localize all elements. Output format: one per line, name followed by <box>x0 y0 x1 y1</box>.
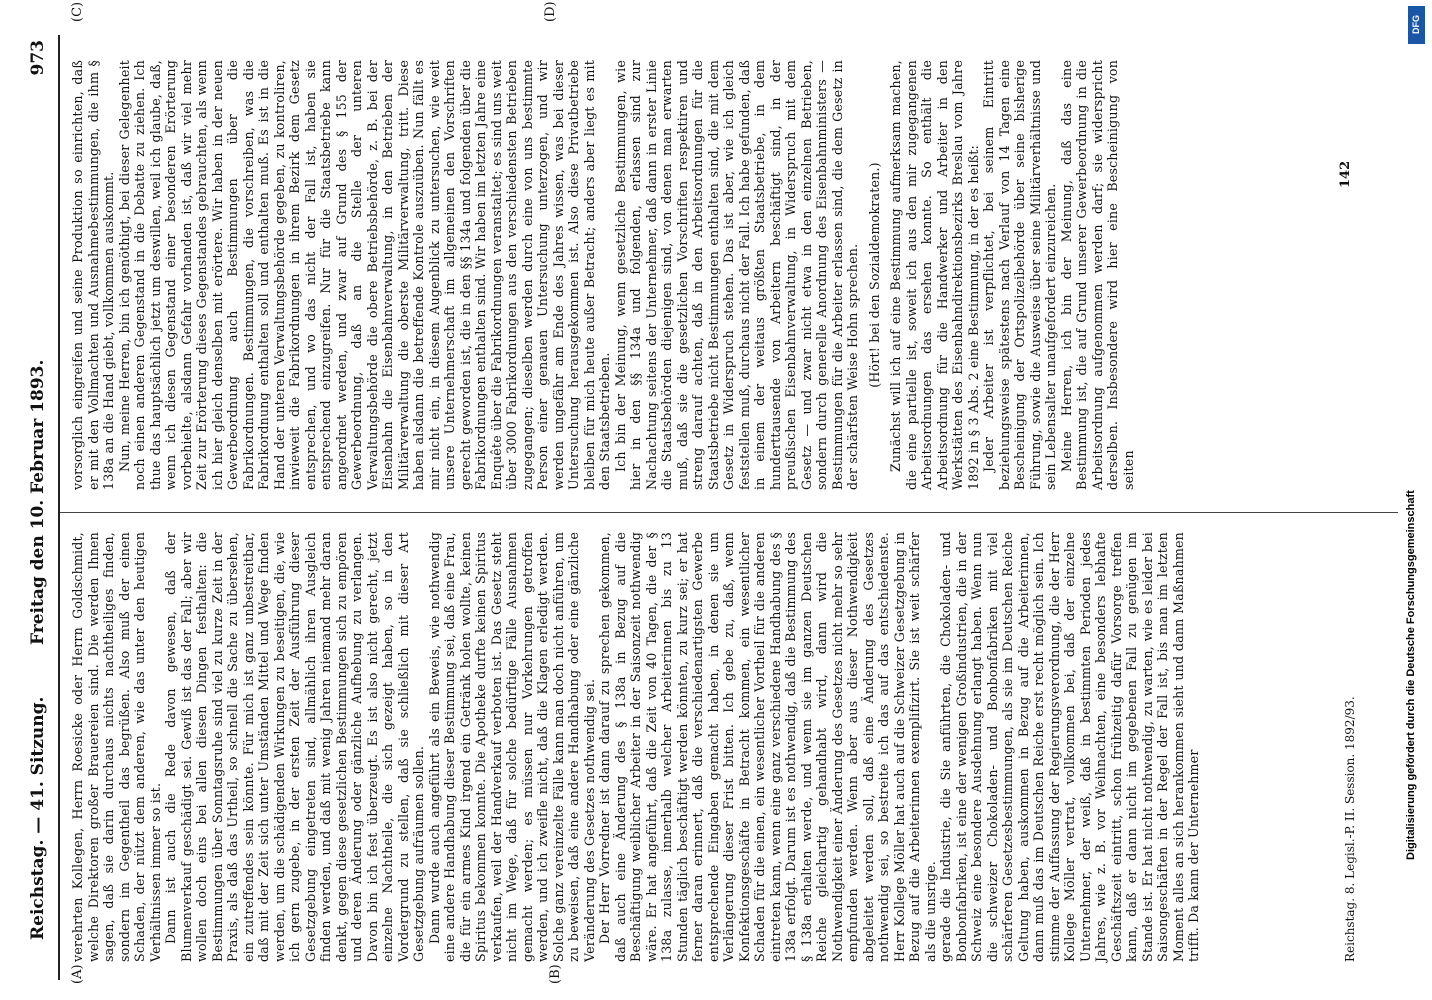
digitization-credit: Digitalisierung gefördert durch die Deutsche Forschungsgemeinschaft <box>1405 490 1417 860</box>
paragraph: Zunächst will ich auf eine Bestimmung aufmerksam machen, die eine partielle ist, soweit ich aus den mir zugegangenen Arbeitsordnungen das ersehen konnte. So enthält die Arbeitsordnung für die Handwerker und Arbeiter in den Werkstätten des Eisenbahndirektionsbezirks Breslau vom Jahre 1892 in § 3 Abs. 2 eine Bestimmung, in der es heißt: <box>888 60 981 490</box>
paragraph: Ich bin der Meinung, wenn gesetzliche Bestimmungen, wie hier in den §§ 134a und folgenden, erlassen sind zur Nachachtung seitens der Unternehmer, daß dann in erster Linie die Staatsbehörden diejenigen sind, von denen man erwarten muß, daß sie die gesetzlichen Vorschriften respektiren und streng darauf achten, daß in den Arbeitsordnungen für die Staatsbetriebe nicht Bestimmungen enthalten sind, die mit dem Gesetz in Widerspruch stehen. Das ist aber, wie ich gleich feststellen muß, durchaus nicht der Fall. Ich habe gefunden, daß in einem der weitaus größten Staatsbetriebe, in dem hunderttausende von Arbeitern beschäftigt sind, in der preußischen Eisenbahnverwaltung, in Widerspruch mit dem Gesetz — und zwar nicht etwa in den einzelnen Betrieben, sondern durch generelle Anordnung des Eisenbahnministers — Bestimmungen für die Arbeiter erlassen sind, die dem Gesetz in der schärfsten Weise Hohn sprechen. <box>612 60 860 490</box>
right-column <box>70 60 1136 490</box>
page-body <box>18 1 1413 984</box>
header-page-number: 973 <box>28 40 48 76</box>
paragraph: gerade die Industrie, die Sie anführten, die Chokoladen- und Bonbonfabriken, ist eine der wenigen Großindustrien, die in der Schweiz eine besondere Ausdehnung erlangt haben. Wenn nun die schweizer Chokoladen- und Bonbonfabriken mit viel schärferen Gesetzesbestimmungen, als sie im Deutschen Reiche Geltung haben, auskommen in Bezug auf die Arbeiterinnen, dann muß das im Deutschen Reiche erst recht möglich sein. Ich stimme der Auffassung der Regierungsverordnung, die der Herr Kollege Möller vertrat, vollkommen bei, daß der einzelne Unternehmer, der weiß, daß in bestimmten Perioden jedes Jahres, wie z. B. vor Weihnachten, eine besonders lebhafte Geschäftszeit eintritt, schon frühzeitig dafür Vorsorge treffen kann, daß er dann nicht im gegebenen Fall zu genügen im Stande ist. Er hat nicht nothwendig, zu warten, wie es leider bei Saisongeschäften in der Regel der Fall ist, bis man im letzten Moment alles an sich herankommen sieht und dann Maßnahmen trifft. Da kann der Unternehmer <box>938 532 1201 962</box>
paragraph: Dann ist auch die Rede davon gewesen, daß der Blumenverkauf geschädigt sei. Gewiß ist das der Fall; aber wir wollen doch eins bei allen diesen Dingen festhalten: die Bestimmungen über Sonntagsruhe sind viel zu kurze Zeit in der Praxis, als daß das Urtheil, so schnell die Sache zu übersehen, ein zutreffendes sein könnte. Für mich ist ganz unbestreitbar, daß mit der Zeit sich unter Umständen Mittel und Wege finden werden, um die schädigenden Wirkungen zu beseitigen, die, wie ich gern zugebe, in der ersten Zeit der Ausführung dieser Gesetzgebung eingetreten sind, allmählich ihren Ausgleich finden werden, und daß mit wenig Jahren niemand mehr daran denkt, gegen diese gesetzlichen Bestimmungen sich zu empören und deren Änderung oder gänzliche Aufhebung zu verlangen. Davon bin ich fest überzeugt. Es ist also nicht gerecht, jetzt einzelne Nachtheile, die sich gezeigt haben, so in den Vordergrund zu stellen, daß sie schließlich mit dieser Art Gesetzgebung aufräumen sollen. <box>163 532 426 962</box>
paragraph: vorsorglich eingreifen und seine Produktion so einrichten, daß er mit den Vollmachten und Ausnahmebestimmungen, die ihm § 138a an die Hand giebt, vollkommen auskommt. <box>70 60 116 490</box>
left-column <box>70 532 1202 962</box>
running-header <box>28 40 58 980</box>
header-left: Reichstag. — 41. Sitzung. <box>28 696 48 940</box>
header-date: Freitag den 10. Februar 1893. <box>28 359 48 645</box>
sheet-number: 142 <box>1338 160 1353 188</box>
paragraph: Der Herr Vorredner ist dann darauf zu sprechen gekommen, daß auch eine Änderung des § 138a in Bezug auf die Beschäftigung weiblicher Arbeiter in der Saisonzeit nothwendig wäre. Er hat angeführt, daß die Zeit von 40 Tagen, die der § 138a zulasse, innerhalb welcher Arbeiterinnen bis zu 13 Stunden täglich beschäftigt werden könnten, zu kurz sei; er hat ferner daran erinnert, daß die verschiedenartigsten Gewerbe entsprechende Eingaben gemacht haben, in denen sie um Verlängerung dieser Frist bitten. Ich gebe zu, daß, wenn Konfektionsgeschäfte in Betracht kommen, ein wesentlicher Schaden für die einen, ein wesentlicher Vortheil für die anderen eintreten kann, wenn eine ganz verschiedene Handhabung des § 138a erfolgt. Darum ist es nothwendig, daß die Bestimmung des § 138a erhalten werde, und wenn sie im ganzen Deutschen Reiche gleichartig gehandhabt wird, dann wird die Nothwendigkeit einer Änderung des Gesetzes nicht mehr so sehr empfunden werden. Wenn aber aus dieser Nothwendigkeit abgeleitet werden soll, daß eine Änderung des Gesetzes nothwendig sei, so bestreite ich das auf das entschiedenste. Herr Kollege Möller hat auch auf die Schweizer Gesetzgebung in Bezug auf die Arbeiterinnen exemplifizirt. Sie ist weit schärfer als die unsrige. <box>597 532 938 962</box>
quotation: Jeder Arbeiter ist verpflichtet, bei seinem Eintritt beziehungsweise spätestens nach Verlauf von 14 Tagen eine Bescheinigung der Ortspolizeibehörde über seine bisherige Führung, sowie die Ausweise über seine Militärverhältnisse und sein Lebensalter unaufgefordert einzureichen. <box>981 60 1058 490</box>
margin-mark-b: (B) <box>548 964 563 984</box>
header-rule <box>58 35 60 980</box>
margin-mark-c: (C) <box>70 1 85 22</box>
paragraph: Nun, meine Herren, bin ich genöthigt, bei dieser Gelegenheit noch einen anderen Gegenstand in die Debatte zu ziehen. Ich thue das hauptsächlich jetzt um deswillen, weil ich glaube, daß, wenn ich diesen Gegenstand einer besonderen Erörterung vorbehielte, alsdann Gefahr vorhanden ist, daß wir viel mehr Zeit zur Erörterung dieses Gegenstandes gebrauchten, als wenn ich hier gleich denselben mit erörtere. Wir haben in der neuen Gewerbeordnung auch Bestimmungen über die Fabrikordnungen. Bestimmungen, die vorschreiben, was die Fabrikordnung enthalten soll und enthalten muß. Es ist in die Hand der unteren Verwaltungsbehörde gegeben, zu kontroliren, inwieweit die Fabrikordnungen in ihrem Bezirk dem Gesetz entsprechen, und wo das nicht der Fall ist, haben sie entsprechend einzugreifen. Nur für die Staatsbetriebe kann angeordnet werden, und zwar auf Grund des § 155 der Gewerbeordnung, daß an die Stelle der unteren Verwaltungsbehörde die obere Betriebsbehörde, z. B. bei der Eisenbahn die Eisenbahnverwaltung, in den Betrieben der Militärverwaltung die oberste Militärverwaltung, tritt. Diese haben alsdann die betreffende Kontrole auszuüben. Nun fällt es mir nicht ein, in diesem Augenblick zu untersuchen, wie weit unsere Unternehmerschaft im allgemeinen den Vorschriften gerecht geworden ist, die in den §§ 134a und folgenden über die Fabrikordnungen enthalten sind. Wir haben im letzten Jahre eine Enquête über die Fabrikordnungen veranstaltet; es sind uns weit über 3000 Fabrikordnungen aus den verschiedensten Betrieben zugegangen; dieselben werden durch eine von uns bestimmte Person einer genauen Untersuchung unterzogen, und wir werden ungefähr am Ende des Jahres wissen, was bei dieser Untersuchung herausgekommen ist. Also diese Privatbetriebe bleiben für mich heute außer Betracht; anders aber liegt es mit den Staatsbetrieben. <box>116 60 612 490</box>
paragraph: verehrten Kollegen, Herrn Roesicke oder Herrn Goldschmidt, welche Direktoren großer Brauereien sind. Die werden Ihnen sagen, daß sie darin durchaus nichts nachtheiliges finden, sondern im Gegentheil das begrüßen. Also muß der einen Schaden, der nützt dem anderen, wie das unter den heutigen Verhältnissen immer so ist. <box>70 532 163 962</box>
paragraph: Dann wurde auch angeführt als ein Beweis, wie nothwendig eine andere Handhabung dieser Bestimmung sei, daß eine Frau, die für ein armes Kind irgend ein Getränk holen wollte, keinen Spiritus bekommen konnte. Die Apotheke durfte keinen Spiritus verkaufen, weil der Handverkauf verboten ist. Das Gesetz steht nicht im Wege, daß für solche bedürftige Fälle Ausnahmen gemacht werden; es müssen nur Vorkehrungen getroffen werden, und ich zweifle nicht, daß die Klagen erledigt werden. Solche ganz vereinzelte Fälle kann man doch nicht anführen, um zu beweisen, daß eine andere Handhabung oder eine gänzliche Veränderung des Gesetzes nothwendig sei. <box>426 532 597 962</box>
paragraph: Meine Herren, ich bin der Meinung, daß das eine Bestimmung ist, die auf Grund unserer Gewerbeordnung in die Arbeitsordnung aufgenommen werden darf; sie widerspricht derselben. Insbesondere wird hier eine Bescheinigung von seiten <box>1058 60 1136 490</box>
interjection: (Hört! bei den Sozialdemokraten.) <box>866 162 882 388</box>
margin-mark-a: (A) <box>70 964 85 984</box>
footer-session: Reichstag. 8. Legisl.-P. II. Session. 1892/93. <box>1343 696 1357 962</box>
column-divider <box>60 512 1398 513</box>
dfg-logo: DFG <box>1408 6 1425 44</box>
margin-mark-d: (D) <box>543 1 558 22</box>
